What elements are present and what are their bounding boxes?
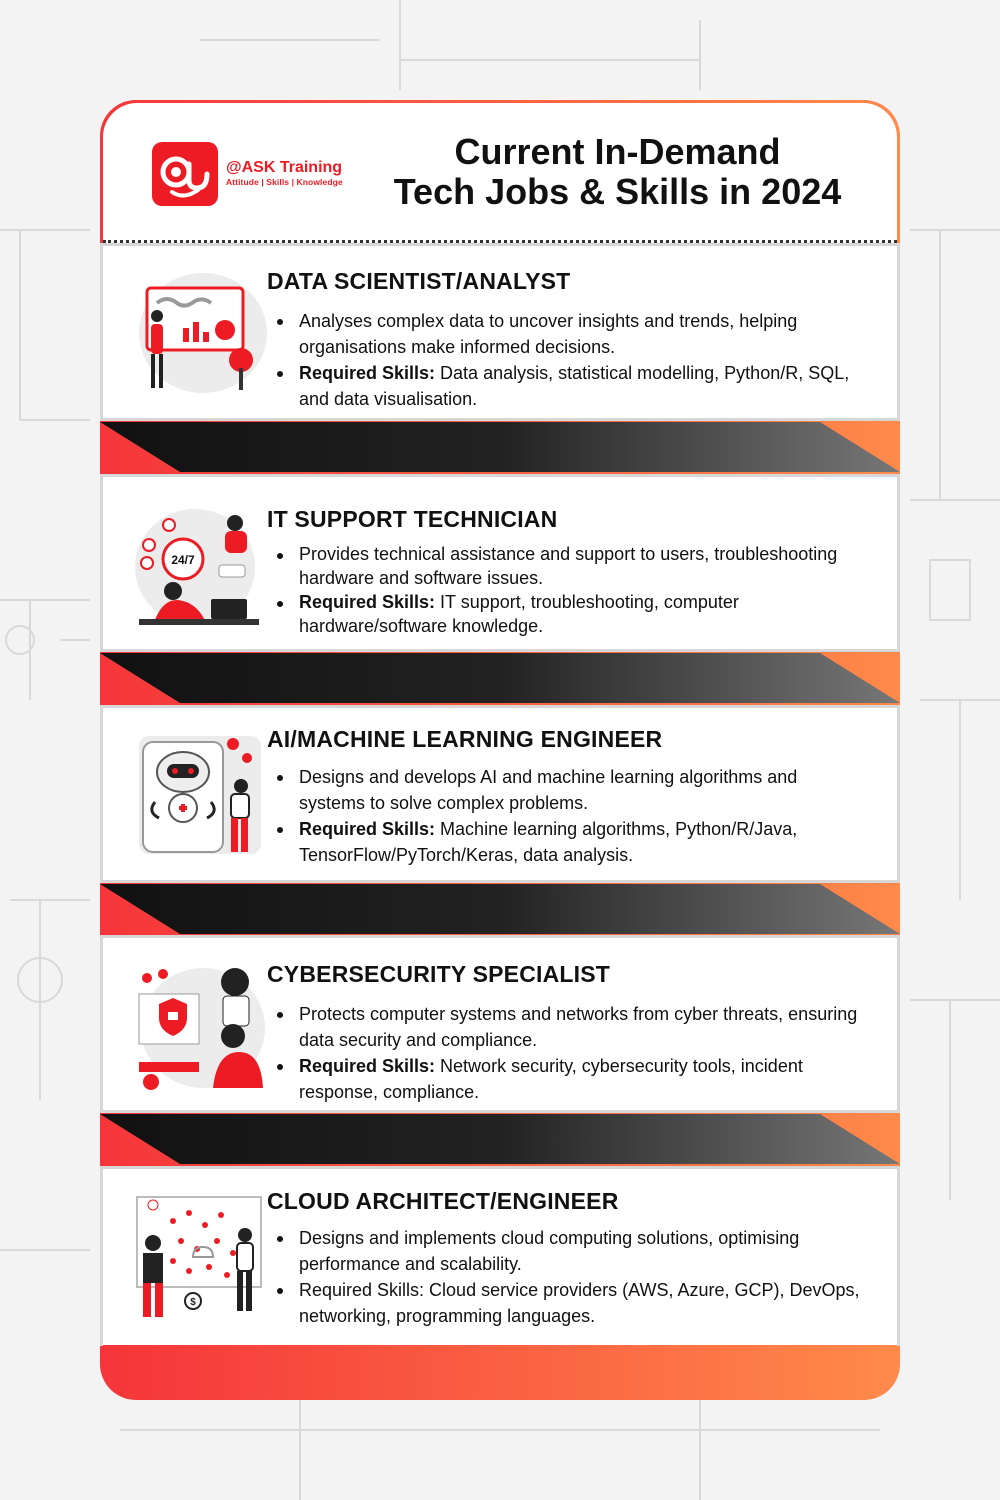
list-item: [275, 1053, 865, 1105]
svg-text:$: $: [190, 1297, 196, 1308]
svg-text:24/7: 24/7: [171, 553, 195, 567]
section-title: DATA SCIENTIST/ANALYST: [267, 268, 571, 294]
section-title: AI/MACHINE LEARNING ENGINEER: [267, 726, 663, 752]
section-title: CLOUD ARCHITECT/ENGINEER: [267, 1188, 619, 1214]
list-item: [275, 1001, 865, 1053]
bullet-list: [275, 1001, 865, 1105]
job-section-data-scientist: [100, 243, 900, 421]
cybersecurity-illustration: [133, 964, 268, 1094]
section-title: CYBERSECURITY SPECIALIST: [267, 961, 611, 987]
list-item: [275, 1225, 865, 1277]
chevron-band: [100, 884, 900, 934]
page-title: [370, 132, 865, 212]
bullet-list: [275, 308, 865, 412]
list-item: [275, 308, 865, 360]
bullet-list: [275, 764, 865, 868]
list-item: [275, 542, 865, 590]
description-text: Designs and develops AI and machine learning algorithms and systems to solve complex problems.: [299, 767, 798, 813]
chevron-band: [100, 653, 900, 703]
brand-tagline: Attitude | Skills | Knowledge: [226, 177, 343, 187]
list-item: [275, 1277, 865, 1329]
footer-bar: [103, 1345, 897, 1397]
bullet-list: [275, 1225, 865, 1329]
skills-text: Required Skills: Cloud service providers (AWS, Azure, GCP), DevOps, networking, programming languages.: [299, 1280, 860, 1326]
bullet-list: [275, 542, 865, 638]
robot-ai-illustration: [133, 732, 268, 862]
section-title: IT SUPPORT TECHNICIAN: [267, 506, 558, 532]
cloud-network-illustration: [133, 1191, 268, 1321]
brand-name: @ASK Training: [226, 159, 343, 176]
title-line-1: Current In-Demand: [454, 131, 781, 172]
chevron-band: [100, 1114, 900, 1164]
list-item: [275, 360, 865, 412]
skills-text: Network security, cybersecurity tools, incident response, compliance.: [299, 1056, 803, 1102]
list-item: [275, 764, 865, 816]
list-item: [275, 590, 865, 638]
description-text: Designs and implements cloud computing solutions, optimising performance and scalability.: [299, 1228, 800, 1274]
skills-text: IT support, troubleshooting, computer hardware/software knowledge.: [299, 592, 739, 636]
skills-label: Required Skills:: [299, 1056, 436, 1076]
job-section-it-support: [100, 474, 900, 652]
list-item: [275, 816, 865, 868]
chevron-band: [100, 422, 900, 472]
support-247-illustration: [133, 501, 268, 631]
description-text: Protects computer systems and networks from cyber threats, ensuring data security and compliance.: [299, 1004, 858, 1050]
job-section-cybersecurity: [100, 935, 900, 1113]
title-line-2: Tech Jobs & Skills in 2024: [393, 171, 842, 212]
job-section-cloud: [100, 1166, 900, 1346]
skills-text: Data analysis, statistical modelling, Python/R, SQL, and data visualisation.: [299, 363, 850, 409]
brand-logo: [152, 142, 218, 206]
at-smile-icon: [152, 142, 218, 206]
description-text: Analyses complex data to uncover insights and trends, helping organisations make informed decisions.: [299, 311, 798, 357]
brand-text: [226, 159, 343, 187]
description-text: Provides technical assistance and support to users, troubleshooting hardware and software issues.: [299, 544, 838, 588]
data-analysis-illustration: [133, 268, 268, 398]
skills-label: Required Skills:: [299, 363, 436, 383]
skills-label: Required Skills:: [299, 592, 436, 612]
skills-label: Required Skills:: [299, 819, 436, 839]
job-section-ai-ml: [100, 705, 900, 883]
skills-text: Machine learning algorithms, Python/R/Java, TensorFlow/PyTorch/Keras, data analysis.: [299, 819, 798, 865]
